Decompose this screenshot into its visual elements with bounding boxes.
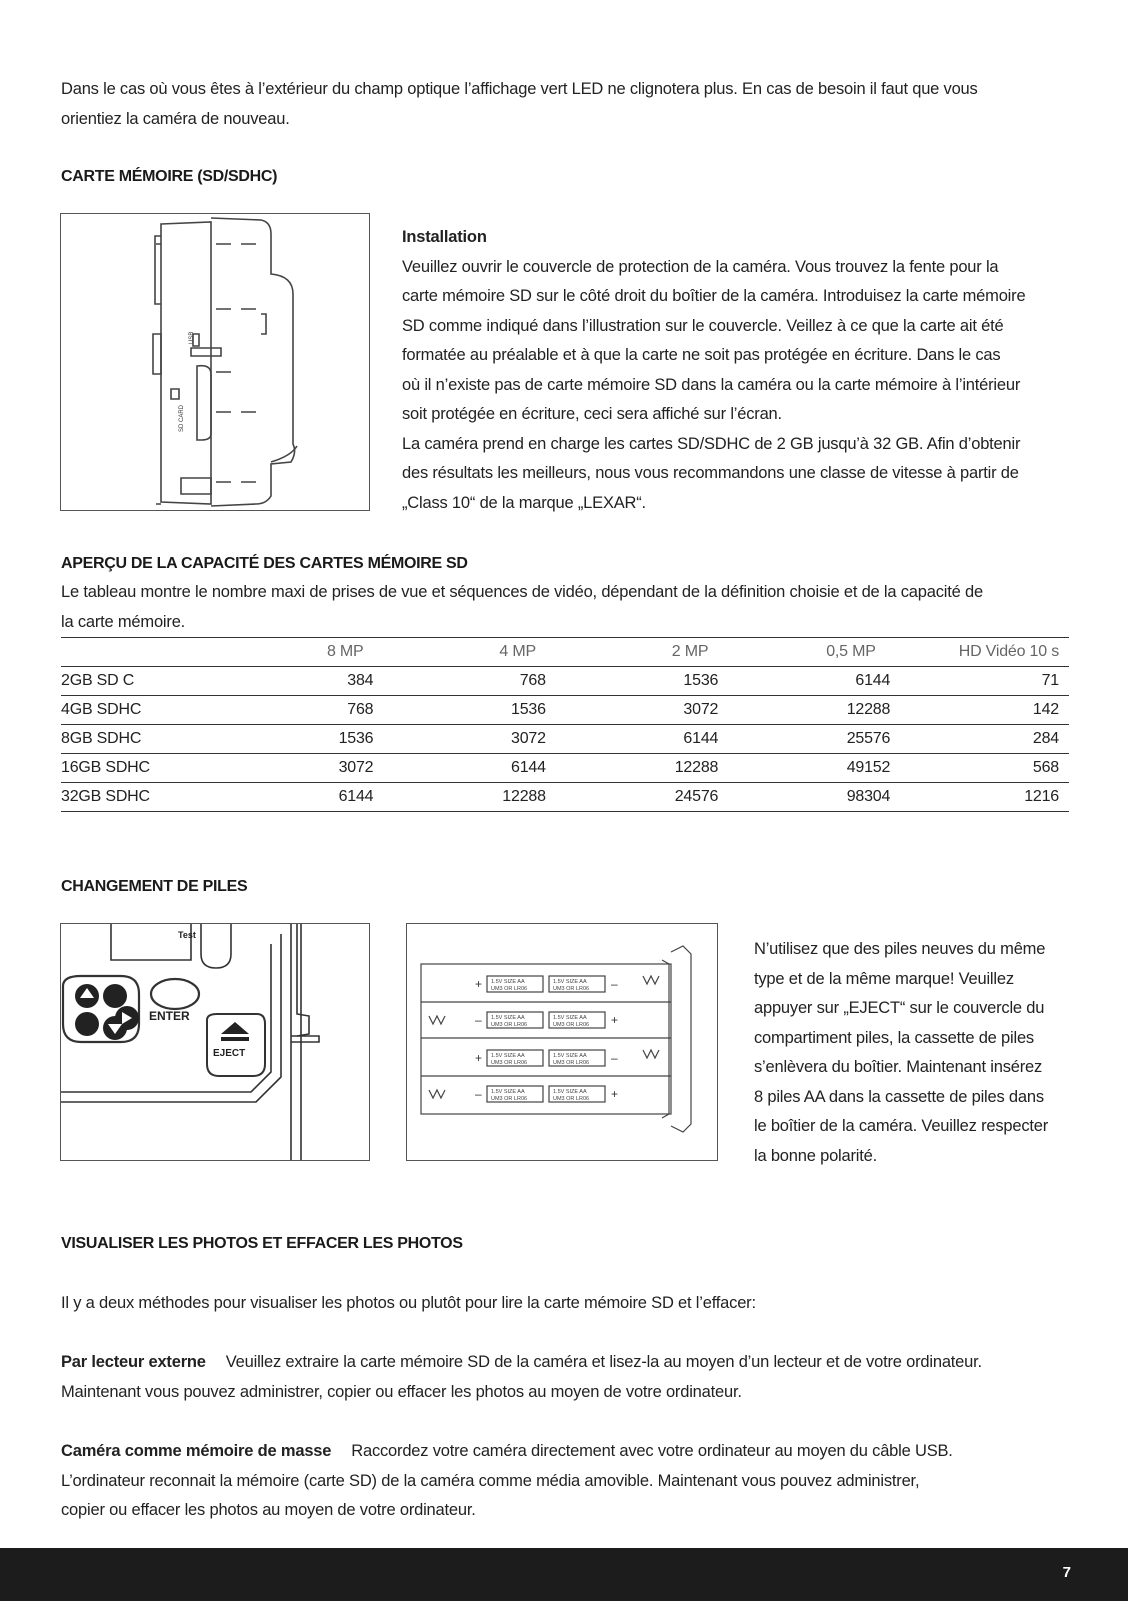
table-cell: 1216 xyxy=(890,783,1069,812)
page-number: 7 xyxy=(1062,1564,1071,1581)
intro-line: Dans le cas où vous êtes à l’extérieur du champ optique l’affichage vert LED ne clignotera plus. En cas de besoin il faut que vous xyxy=(61,80,978,98)
svg-text:+: + xyxy=(475,977,483,991)
battery-cassette-drawing xyxy=(407,924,717,1160)
mass-storage-line: copier ou effacer les photos au moyen de votre ordinateur. xyxy=(61,1501,476,1519)
table-cell: 2GB SD C xyxy=(61,667,267,696)
keypad-illustration xyxy=(60,923,370,1161)
cell-label: 1.5V SIZE AA xyxy=(491,1089,525,1095)
capacity-desc-line: la carte mémoire. xyxy=(61,612,186,631)
table-cell: 32GB SDHC xyxy=(61,783,267,812)
polarity-marks xyxy=(475,977,618,1101)
table-cell: 384 xyxy=(267,667,373,696)
batteries-heading: CHANGEMENT DE PILES xyxy=(61,878,248,895)
cell-label: UM3 OR LR06 xyxy=(491,1096,528,1102)
table-cell: 1536 xyxy=(373,696,545,725)
external-reader-paragraph xyxy=(61,1348,1091,1407)
cell-label: UM3 OR LR06 xyxy=(553,1022,590,1028)
svg-text:–: – xyxy=(475,1013,482,1027)
view-intro: Il y a deux méthodes pour visualiser les photos ou plutôt pour lire la carte mémoire SD et l’effacer: xyxy=(61,1294,756,1312)
page-footer xyxy=(0,1548,1128,1601)
table-cell: 4GB SDHC xyxy=(61,696,267,725)
view-heading: VISUALISER LES PHOTOS ET EFFACER LES PHOTOS xyxy=(61,1235,463,1252)
installation-line: soit protégée en écriture, ceci sera affiché sur l’écran. xyxy=(402,405,782,423)
installation-line: Veuillez ouvrir le couvercle de protection de la caméra. Vous trouvez la fente pour la xyxy=(402,257,999,276)
svg-text:+: + xyxy=(475,1051,483,1065)
table-cell: 6144 xyxy=(546,725,718,754)
table-cell: 768 xyxy=(373,667,545,696)
table-row xyxy=(61,667,1069,696)
mass-storage-label: Caméra comme mémoire de masse xyxy=(61,1442,332,1460)
svg-text:–: – xyxy=(475,1087,482,1101)
installation-line: SD comme indiqué dans l’illustration sur le couvercle. Veillez à ce que la carte ait été xyxy=(402,316,1004,335)
table-cell: 12288 xyxy=(373,783,545,812)
table-cell: 284 xyxy=(890,725,1069,754)
table-cell: 49152 xyxy=(718,754,890,783)
cell-label: UM3 OR LR06 xyxy=(491,1022,528,1028)
capacity-table xyxy=(61,637,1069,812)
cell-label: UM3 OR LR06 xyxy=(491,1060,528,1066)
table-header-cell: 4 MP xyxy=(373,638,545,667)
mass-storage-paragraph xyxy=(61,1437,1091,1526)
cell-label: UM3 OR LR06 xyxy=(553,986,590,992)
table-cell: 6144 xyxy=(267,783,373,812)
table-header-cell: HD Vidéo 10 s xyxy=(890,638,1069,667)
table-header-row xyxy=(61,638,1069,667)
svg-text:–: – xyxy=(611,977,618,991)
batteries-line: la bonne polarité. xyxy=(754,1146,877,1165)
installation-line: La caméra prend en charge les cartes SD/SDHC de 2 GB jusqu’à 32 GB. Afin d’obtenir xyxy=(402,434,1021,453)
batteries-line: appuyer sur „EJECT“ sur le couvercle du xyxy=(754,999,1045,1017)
cell-label: UM3 OR LR06 xyxy=(491,986,528,992)
external-reader-line xyxy=(61,1348,1091,1378)
batteries-line: N’utilisez que des piles neuves du même xyxy=(754,940,1046,958)
batteries-line: 8 piles AA dans la cassette de piles dans xyxy=(754,1087,1044,1106)
installation-text xyxy=(402,223,1082,518)
capacity-description xyxy=(61,578,983,637)
batteries-line: s’enlèvera du boîtier. Maintenant insérez xyxy=(754,1058,1043,1076)
installation-line: „Class 10“ de la marque „LEXAR“. xyxy=(402,493,646,512)
batteries-line: le boîtier de la caméra. Veuillez respecter xyxy=(754,1117,1049,1135)
table-row xyxy=(61,725,1069,754)
batteries-text xyxy=(754,935,1084,1171)
table-cell: 3072 xyxy=(373,725,545,754)
table-cell: 12288 xyxy=(718,696,890,725)
svg-text:+: + xyxy=(611,1013,619,1027)
batteries-line: compartiment piles, la cassette de piles xyxy=(754,1028,1034,1047)
capacity-desc-line: Le tableau montre le nombre maxi de prises de vue et séquences de vidéo, dépendant de la définition choisie et de la capacité de xyxy=(61,583,983,601)
table-row xyxy=(61,783,1069,812)
table-cell: 1536 xyxy=(267,725,373,754)
external-reader-text: Veuillez extraire la carte mémoire SD de la caméra et lisez-la au moyen d’un lecteur et de votre ordinateur. xyxy=(225,1353,982,1371)
external-reader-line: Maintenant vous pouvez administrer, copier ou effacer les photos au moyen de votre ordinateur. xyxy=(61,1382,742,1401)
table-header-cell: 0,5 MP xyxy=(718,638,890,667)
table-row xyxy=(61,754,1069,783)
battery-cassette-illustration xyxy=(406,923,718,1161)
table-cell: 8GB SDHC xyxy=(61,725,267,754)
table-cell: 71 xyxy=(890,667,1069,696)
table-cell: 142 xyxy=(890,696,1069,725)
table-cell: 1536 xyxy=(546,667,718,696)
table-cell: 12288 xyxy=(546,754,718,783)
installation-line: carte mémoire SD sur le côté droit du boîtier de la caméra. Introduisez la carte mémoire xyxy=(402,287,1026,305)
table-cell: 16GB SDHC xyxy=(61,754,267,783)
table-header-cell: 8 MP xyxy=(267,638,373,667)
sd-card-label: SD CARD xyxy=(179,404,185,432)
installation-line: formatée au préalable et à que la carte ne soit pas protégée en écriture. Dans le cas xyxy=(402,346,1001,364)
table-row xyxy=(61,696,1069,725)
cell-label: UM3 OR LR06 xyxy=(553,1060,590,1066)
table-cell: 6144 xyxy=(373,754,545,783)
table-header-cell: 2 MP xyxy=(546,638,718,667)
mass-storage-line: L’ordinateur reconnait la mémoire (carte SD) de la caméra comme média amovible. Maintenant vous pouvez administrer, xyxy=(61,1471,920,1490)
table-cell: 3072 xyxy=(267,754,373,783)
external-reader-label: Par lecteur externe xyxy=(61,1353,206,1371)
cell-label: 1.5V SIZE AA xyxy=(491,1053,525,1059)
intro-line: orientiez la caméra de nouveau. xyxy=(61,109,290,128)
table-cell: 768 xyxy=(267,696,373,725)
table-cell: 24576 xyxy=(546,783,718,812)
table-cell: 3072 xyxy=(546,696,718,725)
sd-card-illustration xyxy=(60,213,370,511)
cell-label: 1.5V SIZE AA xyxy=(553,1053,587,1059)
table-cell: 25576 xyxy=(718,725,890,754)
svg-text:–: – xyxy=(611,1051,618,1065)
table-cell: 98304 xyxy=(718,783,890,812)
cell-label: 1.5V SIZE AA xyxy=(553,979,587,985)
batteries-line: type et de la même marque! Veuillez xyxy=(754,969,1014,988)
mass-storage-line xyxy=(61,1437,1091,1467)
table-cell: 568 xyxy=(890,754,1069,783)
installation-line: des résultats les meilleurs, nous vous recommandons une classe de vitesse à partir de xyxy=(402,464,1019,482)
cell-label: 1.5V SIZE AA xyxy=(553,1015,587,1021)
cell-label: 1.5V SIZE AA xyxy=(491,979,525,985)
intro-paragraph xyxy=(61,75,978,134)
installation-title: Installation xyxy=(402,228,487,246)
capacity-heading: APERÇU DE LA CAPACITÉ DES CARTES MÉMOIRE SD xyxy=(61,555,468,572)
usb-label: USB xyxy=(189,331,195,344)
test-label: Test xyxy=(178,930,196,940)
cell-label: 1.5V SIZE AA xyxy=(491,1015,525,1021)
mass-storage-text: Raccordez votre caméra directement avec votre ordinateur au moyen du câble USB. xyxy=(351,1442,953,1460)
installation-line: où il n’existe pas de carte mémoire SD dans la caméra ou la carte mémoire à l’intérieur xyxy=(402,375,1021,394)
camera-side-drawing xyxy=(61,214,369,510)
memory-card-heading: CARTE MÉMOIRE (SD/SDHC) xyxy=(61,168,278,185)
table-cell: 6144 xyxy=(718,667,890,696)
cell-label: UM3 OR LR06 xyxy=(553,1096,590,1102)
keypad-drawing xyxy=(61,924,369,1160)
enter-label: ENTER xyxy=(149,1009,190,1023)
cell-label: 1.5V SIZE AA xyxy=(553,1089,587,1095)
table-header-cell xyxy=(61,638,267,667)
svg-text:+: + xyxy=(611,1087,619,1101)
eject-label: EJECT xyxy=(213,1048,246,1059)
